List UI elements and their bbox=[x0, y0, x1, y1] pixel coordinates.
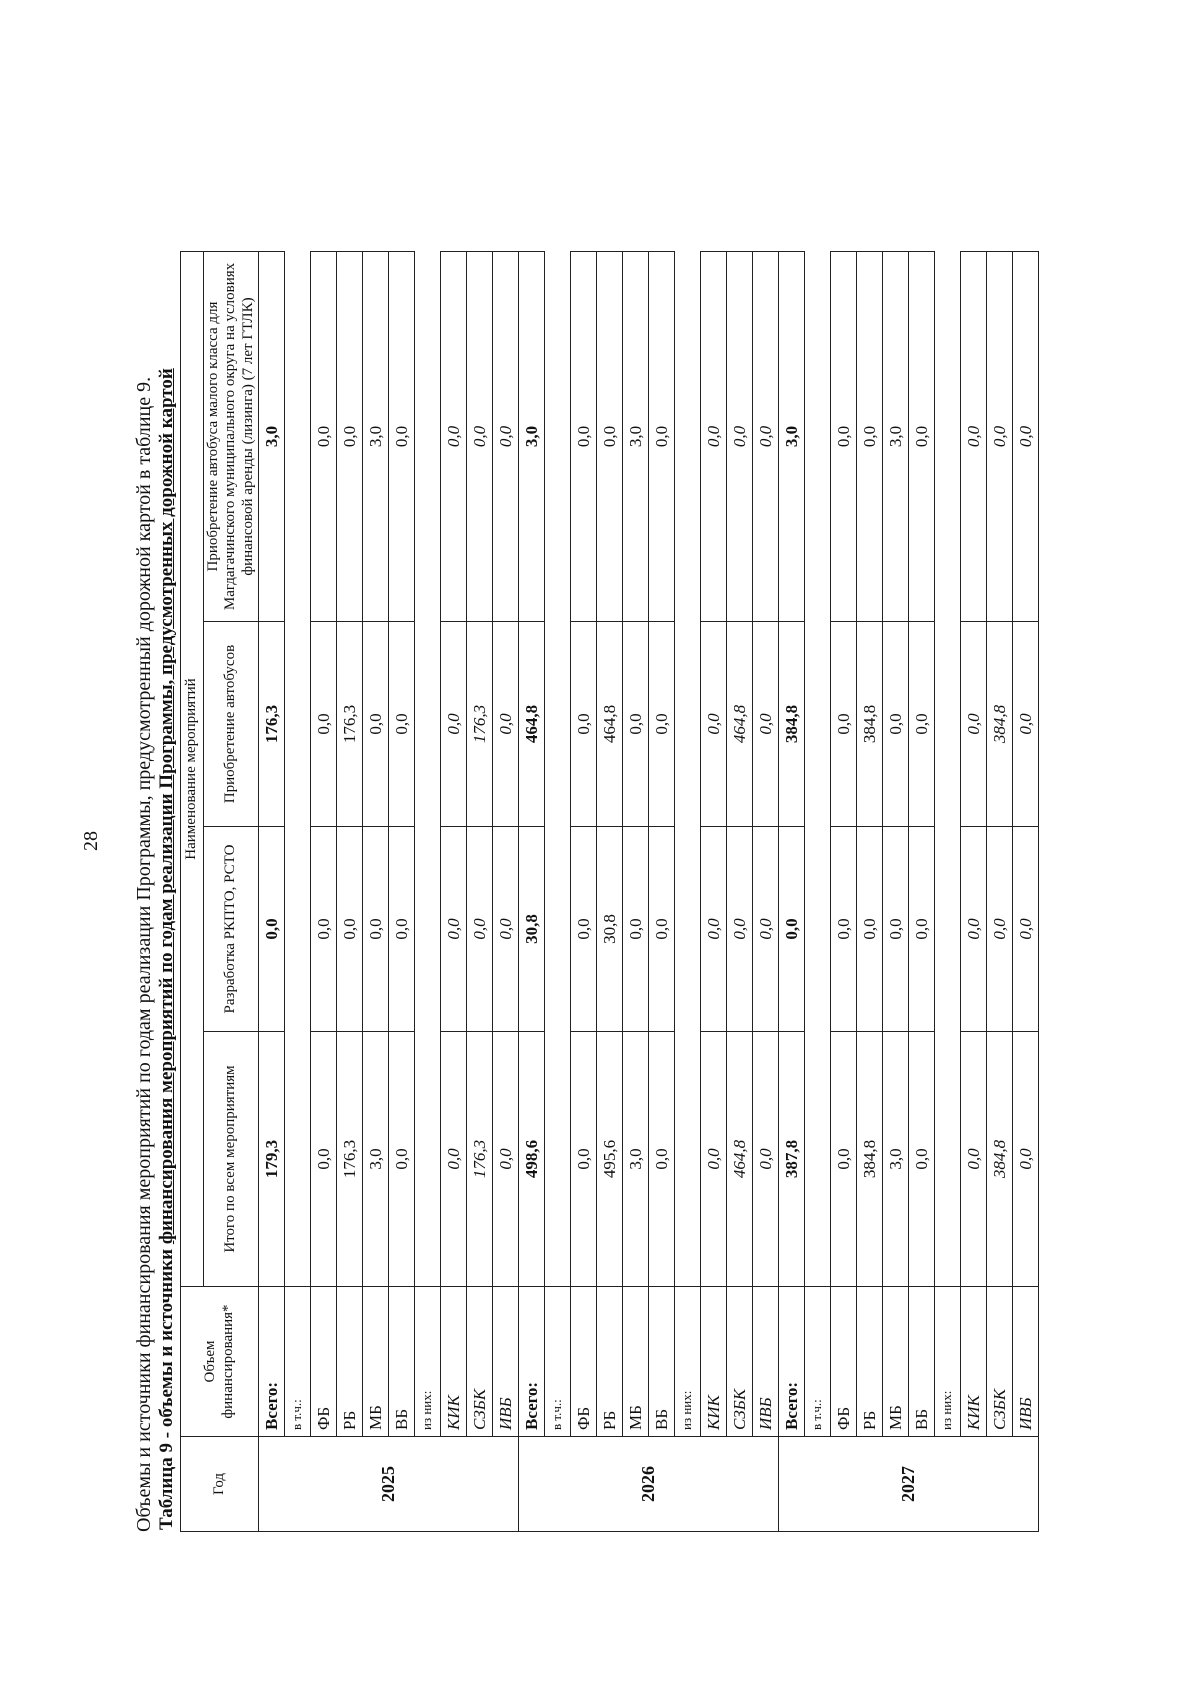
value-cell: 0,0 bbox=[649, 1032, 675, 1287]
value-cell: 0,0 bbox=[1013, 1032, 1039, 1287]
value-cell: 0,0 bbox=[753, 252, 779, 622]
value-cell bbox=[935, 827, 961, 1032]
value-cell: 176,3 bbox=[467, 1032, 493, 1287]
value-cell bbox=[675, 622, 701, 827]
financing-table bbox=[180, 251, 1039, 1532]
value-cell: 0,0 bbox=[337, 252, 363, 622]
value-cell: 0,0 bbox=[493, 252, 519, 622]
value-cell bbox=[545, 622, 571, 827]
value-cell: 0,0 bbox=[493, 1032, 519, 1287]
year-cell: 2026 bbox=[519, 1437, 779, 1532]
header-buses: Приобретение автобусов bbox=[204, 622, 259, 827]
value-cell bbox=[805, 622, 831, 827]
page-number: 28 bbox=[80, 831, 102, 851]
value-cell: 3,0 bbox=[519, 252, 545, 622]
source-label: ВБ bbox=[909, 1287, 935, 1437]
table-row bbox=[545, 252, 571, 1532]
source-label: МБ bbox=[883, 1287, 909, 1437]
value-cell: 0,0 bbox=[909, 1032, 935, 1287]
value-cell: 0,0 bbox=[493, 622, 519, 827]
value-cell bbox=[935, 622, 961, 827]
value-cell: 0,0 bbox=[753, 622, 779, 827]
table-row bbox=[597, 252, 623, 1532]
value-cell: 0,0 bbox=[909, 622, 935, 827]
value-cell bbox=[545, 1032, 571, 1287]
value-cell bbox=[805, 1032, 831, 1287]
source-label: СЗБК bbox=[727, 1287, 753, 1437]
value-cell: 0,0 bbox=[389, 622, 415, 827]
table-row bbox=[389, 252, 415, 1532]
table-row bbox=[779, 252, 805, 1532]
value-cell: 495,6 bbox=[597, 1032, 623, 1287]
value-cell: 0,0 bbox=[1013, 622, 1039, 827]
source-label: из них: bbox=[415, 1287, 441, 1437]
value-cell: 0,0 bbox=[753, 1032, 779, 1287]
table-row bbox=[519, 252, 545, 1532]
value-cell: 0,0 bbox=[961, 1032, 987, 1287]
value-cell: 0,0 bbox=[311, 1032, 337, 1287]
header-small-bus: Приобретение автобуса малого класса для Магдагачинского муниципального округа на условиях финансовой аренды (лизинга) (7 лет ГТЛК) bbox=[204, 252, 259, 622]
table-row bbox=[1013, 252, 1039, 1532]
value-cell bbox=[805, 827, 831, 1032]
value-cell: 0,0 bbox=[883, 622, 909, 827]
value-cell: 0,0 bbox=[311, 827, 337, 1032]
value-cell: 384,8 bbox=[987, 1032, 1013, 1287]
source-label: КИК bbox=[961, 1287, 987, 1437]
value-cell: 3,0 bbox=[779, 252, 805, 622]
table-row bbox=[909, 252, 935, 1532]
source-label: Всего: bbox=[259, 1287, 285, 1437]
value-cell: 0,0 bbox=[467, 252, 493, 622]
source-label: ИВБ bbox=[493, 1287, 519, 1437]
value-cell: 384,8 bbox=[987, 622, 1013, 827]
table-row bbox=[259, 252, 285, 1532]
source-label: ИВБ bbox=[753, 1287, 779, 1437]
value-cell: 0,0 bbox=[311, 622, 337, 827]
value-cell: 0,0 bbox=[961, 622, 987, 827]
value-cell: 0,0 bbox=[571, 1032, 597, 1287]
value-cell: 0,0 bbox=[311, 252, 337, 622]
value-cell: 0,0 bbox=[779, 827, 805, 1032]
source-label: Всего: bbox=[519, 1287, 545, 1437]
value-cell bbox=[285, 622, 311, 827]
value-cell: 0,0 bbox=[961, 252, 987, 622]
value-cell: 0,0 bbox=[597, 252, 623, 622]
value-cell bbox=[415, 252, 441, 622]
value-cell: 0,0 bbox=[389, 827, 415, 1032]
value-cell: 0,0 bbox=[571, 252, 597, 622]
value-cell bbox=[805, 252, 831, 622]
value-cell: 0,0 bbox=[441, 622, 467, 827]
header-rkpto: Разработка РКПТО, РСТО bbox=[204, 827, 259, 1032]
value-cell bbox=[545, 827, 571, 1032]
value-cell: 0,0 bbox=[649, 827, 675, 1032]
table-title-prefix: Таблица 9 - объемы и источники bbox=[156, 1244, 177, 1530]
value-cell: 0,0 bbox=[831, 252, 857, 622]
value-cell: 0,0 bbox=[623, 622, 649, 827]
value-cell: 176,3 bbox=[467, 622, 493, 827]
value-cell: 0,0 bbox=[857, 252, 883, 622]
value-cell bbox=[675, 252, 701, 622]
value-cell: 0,0 bbox=[441, 1032, 467, 1287]
value-cell: 0,0 bbox=[987, 827, 1013, 1032]
year-cell: 2027 bbox=[779, 1437, 1039, 1532]
value-cell: 0,0 bbox=[363, 827, 389, 1032]
value-cell bbox=[675, 1032, 701, 1287]
source-label: Всего: bbox=[779, 1287, 805, 1437]
table-row bbox=[961, 252, 987, 1532]
value-cell: 0,0 bbox=[701, 827, 727, 1032]
table-row bbox=[831, 252, 857, 1532]
value-cell: 30,8 bbox=[597, 827, 623, 1032]
source-label: ВБ bbox=[389, 1287, 415, 1437]
table-row bbox=[883, 252, 909, 1532]
table-row bbox=[935, 252, 961, 1532]
value-cell: 387,8 bbox=[779, 1032, 805, 1287]
source-label: РБ bbox=[597, 1287, 623, 1437]
value-cell: 179,3 bbox=[259, 1032, 285, 1287]
value-cell: 0,0 bbox=[571, 827, 597, 1032]
value-cell: 0,0 bbox=[909, 827, 935, 1032]
source-label: ФБ bbox=[311, 1287, 337, 1437]
value-cell: 464,8 bbox=[727, 622, 753, 827]
source-label: КИК bbox=[441, 1287, 467, 1437]
value-cell: 0,0 bbox=[337, 827, 363, 1032]
source-label: КИК bbox=[701, 1287, 727, 1437]
header-events-group: Наименование мероприятий bbox=[181, 252, 204, 1287]
source-label: МБ bbox=[363, 1287, 389, 1437]
value-cell bbox=[415, 622, 441, 827]
source-label: РБ bbox=[337, 1287, 363, 1437]
table-row bbox=[623, 252, 649, 1532]
value-cell: 3,0 bbox=[883, 1032, 909, 1287]
value-cell: 3,0 bbox=[259, 252, 285, 622]
source-label: РБ bbox=[857, 1287, 883, 1437]
value-cell: 0,0 bbox=[441, 827, 467, 1032]
value-cell: 0,0 bbox=[389, 252, 415, 622]
value-cell: 0,0 bbox=[753, 827, 779, 1032]
value-cell: 464,8 bbox=[597, 622, 623, 827]
value-cell: 0,0 bbox=[259, 827, 285, 1032]
value-cell: 3,0 bbox=[363, 252, 389, 622]
value-cell: 0,0 bbox=[493, 827, 519, 1032]
table-row bbox=[857, 252, 883, 1532]
intro-text: Объемы и источники финансирования мероприятий по годам реализации Программы, предусмотренный дорожной картой в таблице 9. bbox=[133, 376, 155, 1532]
table-title-underlined: финансирования мероприятий по годам реализации Программы, предусмотренных дорожной картой bbox=[156, 368, 177, 1245]
value-cell: 176,3 bbox=[259, 622, 285, 827]
value-cell bbox=[285, 252, 311, 622]
table-row bbox=[987, 252, 1013, 1532]
value-cell: 0,0 bbox=[727, 827, 753, 1032]
table-row bbox=[337, 252, 363, 1532]
table-row bbox=[649, 252, 675, 1532]
value-cell bbox=[935, 1032, 961, 1287]
value-cell: 176,3 bbox=[337, 622, 363, 827]
table-row bbox=[493, 252, 519, 1532]
value-cell: 3,0 bbox=[623, 252, 649, 622]
value-cell: 0,0 bbox=[571, 622, 597, 827]
table-row bbox=[701, 252, 727, 1532]
source-label: МБ bbox=[623, 1287, 649, 1437]
source-label: ФБ bbox=[831, 1287, 857, 1437]
value-cell: 0,0 bbox=[701, 1032, 727, 1287]
source-label: из них: bbox=[935, 1287, 961, 1437]
source-label: ИВБ bbox=[1013, 1287, 1039, 1437]
value-cell bbox=[545, 252, 571, 622]
value-cell bbox=[285, 827, 311, 1032]
value-cell: 0,0 bbox=[389, 1032, 415, 1287]
value-cell: 3,0 bbox=[363, 1032, 389, 1287]
table-row bbox=[415, 252, 441, 1532]
table-row bbox=[311, 252, 337, 1532]
source-label: ВБ bbox=[649, 1287, 675, 1437]
source-label: из них: bbox=[675, 1287, 701, 1437]
value-cell: 30,8 bbox=[519, 827, 545, 1032]
value-cell: 176,3 bbox=[337, 1032, 363, 1287]
source-label: СЗБК bbox=[467, 1287, 493, 1437]
table-row bbox=[727, 252, 753, 1532]
value-cell: 0,0 bbox=[441, 252, 467, 622]
header-volume: Объем финансирования* bbox=[181, 1287, 259, 1437]
value-cell: 0,0 bbox=[1013, 827, 1039, 1032]
table-row bbox=[467, 252, 493, 1532]
table-body bbox=[259, 252, 1039, 1532]
header-year: Год bbox=[181, 1437, 259, 1532]
header-total-all: Итого по всем мероприятиям bbox=[204, 1032, 259, 1287]
source-label: СЗБК bbox=[987, 1287, 1013, 1437]
source-label: в т.ч.: bbox=[285, 1287, 311, 1437]
source-label: ФБ bbox=[571, 1287, 597, 1437]
value-cell: 464,8 bbox=[519, 622, 545, 827]
value-cell: 0,0 bbox=[831, 622, 857, 827]
table-title bbox=[156, 110, 178, 1530]
value-cell bbox=[415, 827, 441, 1032]
value-cell: 0,0 bbox=[363, 622, 389, 827]
value-cell: 384,8 bbox=[857, 1032, 883, 1287]
value-cell bbox=[285, 1032, 311, 1287]
value-cell: 0,0 bbox=[727, 252, 753, 622]
value-cell: 0,0 bbox=[831, 827, 857, 1032]
table-row bbox=[441, 252, 467, 1532]
value-cell: 0,0 bbox=[961, 827, 987, 1032]
value-cell: 3,0 bbox=[883, 252, 909, 622]
table-row bbox=[805, 252, 831, 1532]
year-cell: 2025 bbox=[259, 1437, 519, 1532]
value-cell: 3,0 bbox=[623, 1032, 649, 1287]
table-row bbox=[571, 252, 597, 1532]
source-label: в т.ч.: bbox=[545, 1287, 571, 1437]
value-cell: 0,0 bbox=[987, 252, 1013, 622]
table-row bbox=[753, 252, 779, 1532]
value-cell: 0,0 bbox=[1013, 252, 1039, 622]
value-cell: 0,0 bbox=[857, 827, 883, 1032]
value-cell: 0,0 bbox=[649, 622, 675, 827]
value-cell: 0,0 bbox=[623, 827, 649, 1032]
value-cell bbox=[935, 252, 961, 622]
value-cell bbox=[415, 1032, 441, 1287]
value-cell: 384,8 bbox=[857, 622, 883, 827]
value-cell: 0,0 bbox=[701, 252, 727, 622]
table-row bbox=[363, 252, 389, 1532]
table-row bbox=[285, 252, 311, 1532]
value-cell: 0,0 bbox=[909, 252, 935, 622]
value-cell bbox=[675, 827, 701, 1032]
table-row bbox=[675, 252, 701, 1532]
value-cell: 384,8 bbox=[779, 622, 805, 827]
value-cell: 0,0 bbox=[831, 1032, 857, 1287]
value-cell: 0,0 bbox=[701, 622, 727, 827]
value-cell: 0,0 bbox=[883, 827, 909, 1032]
source-label: в т.ч.: bbox=[805, 1287, 831, 1437]
value-cell: 0,0 bbox=[649, 252, 675, 622]
value-cell: 0,0 bbox=[467, 827, 493, 1032]
value-cell: 464,8 bbox=[727, 1032, 753, 1287]
value-cell: 498,6 bbox=[519, 1032, 545, 1287]
